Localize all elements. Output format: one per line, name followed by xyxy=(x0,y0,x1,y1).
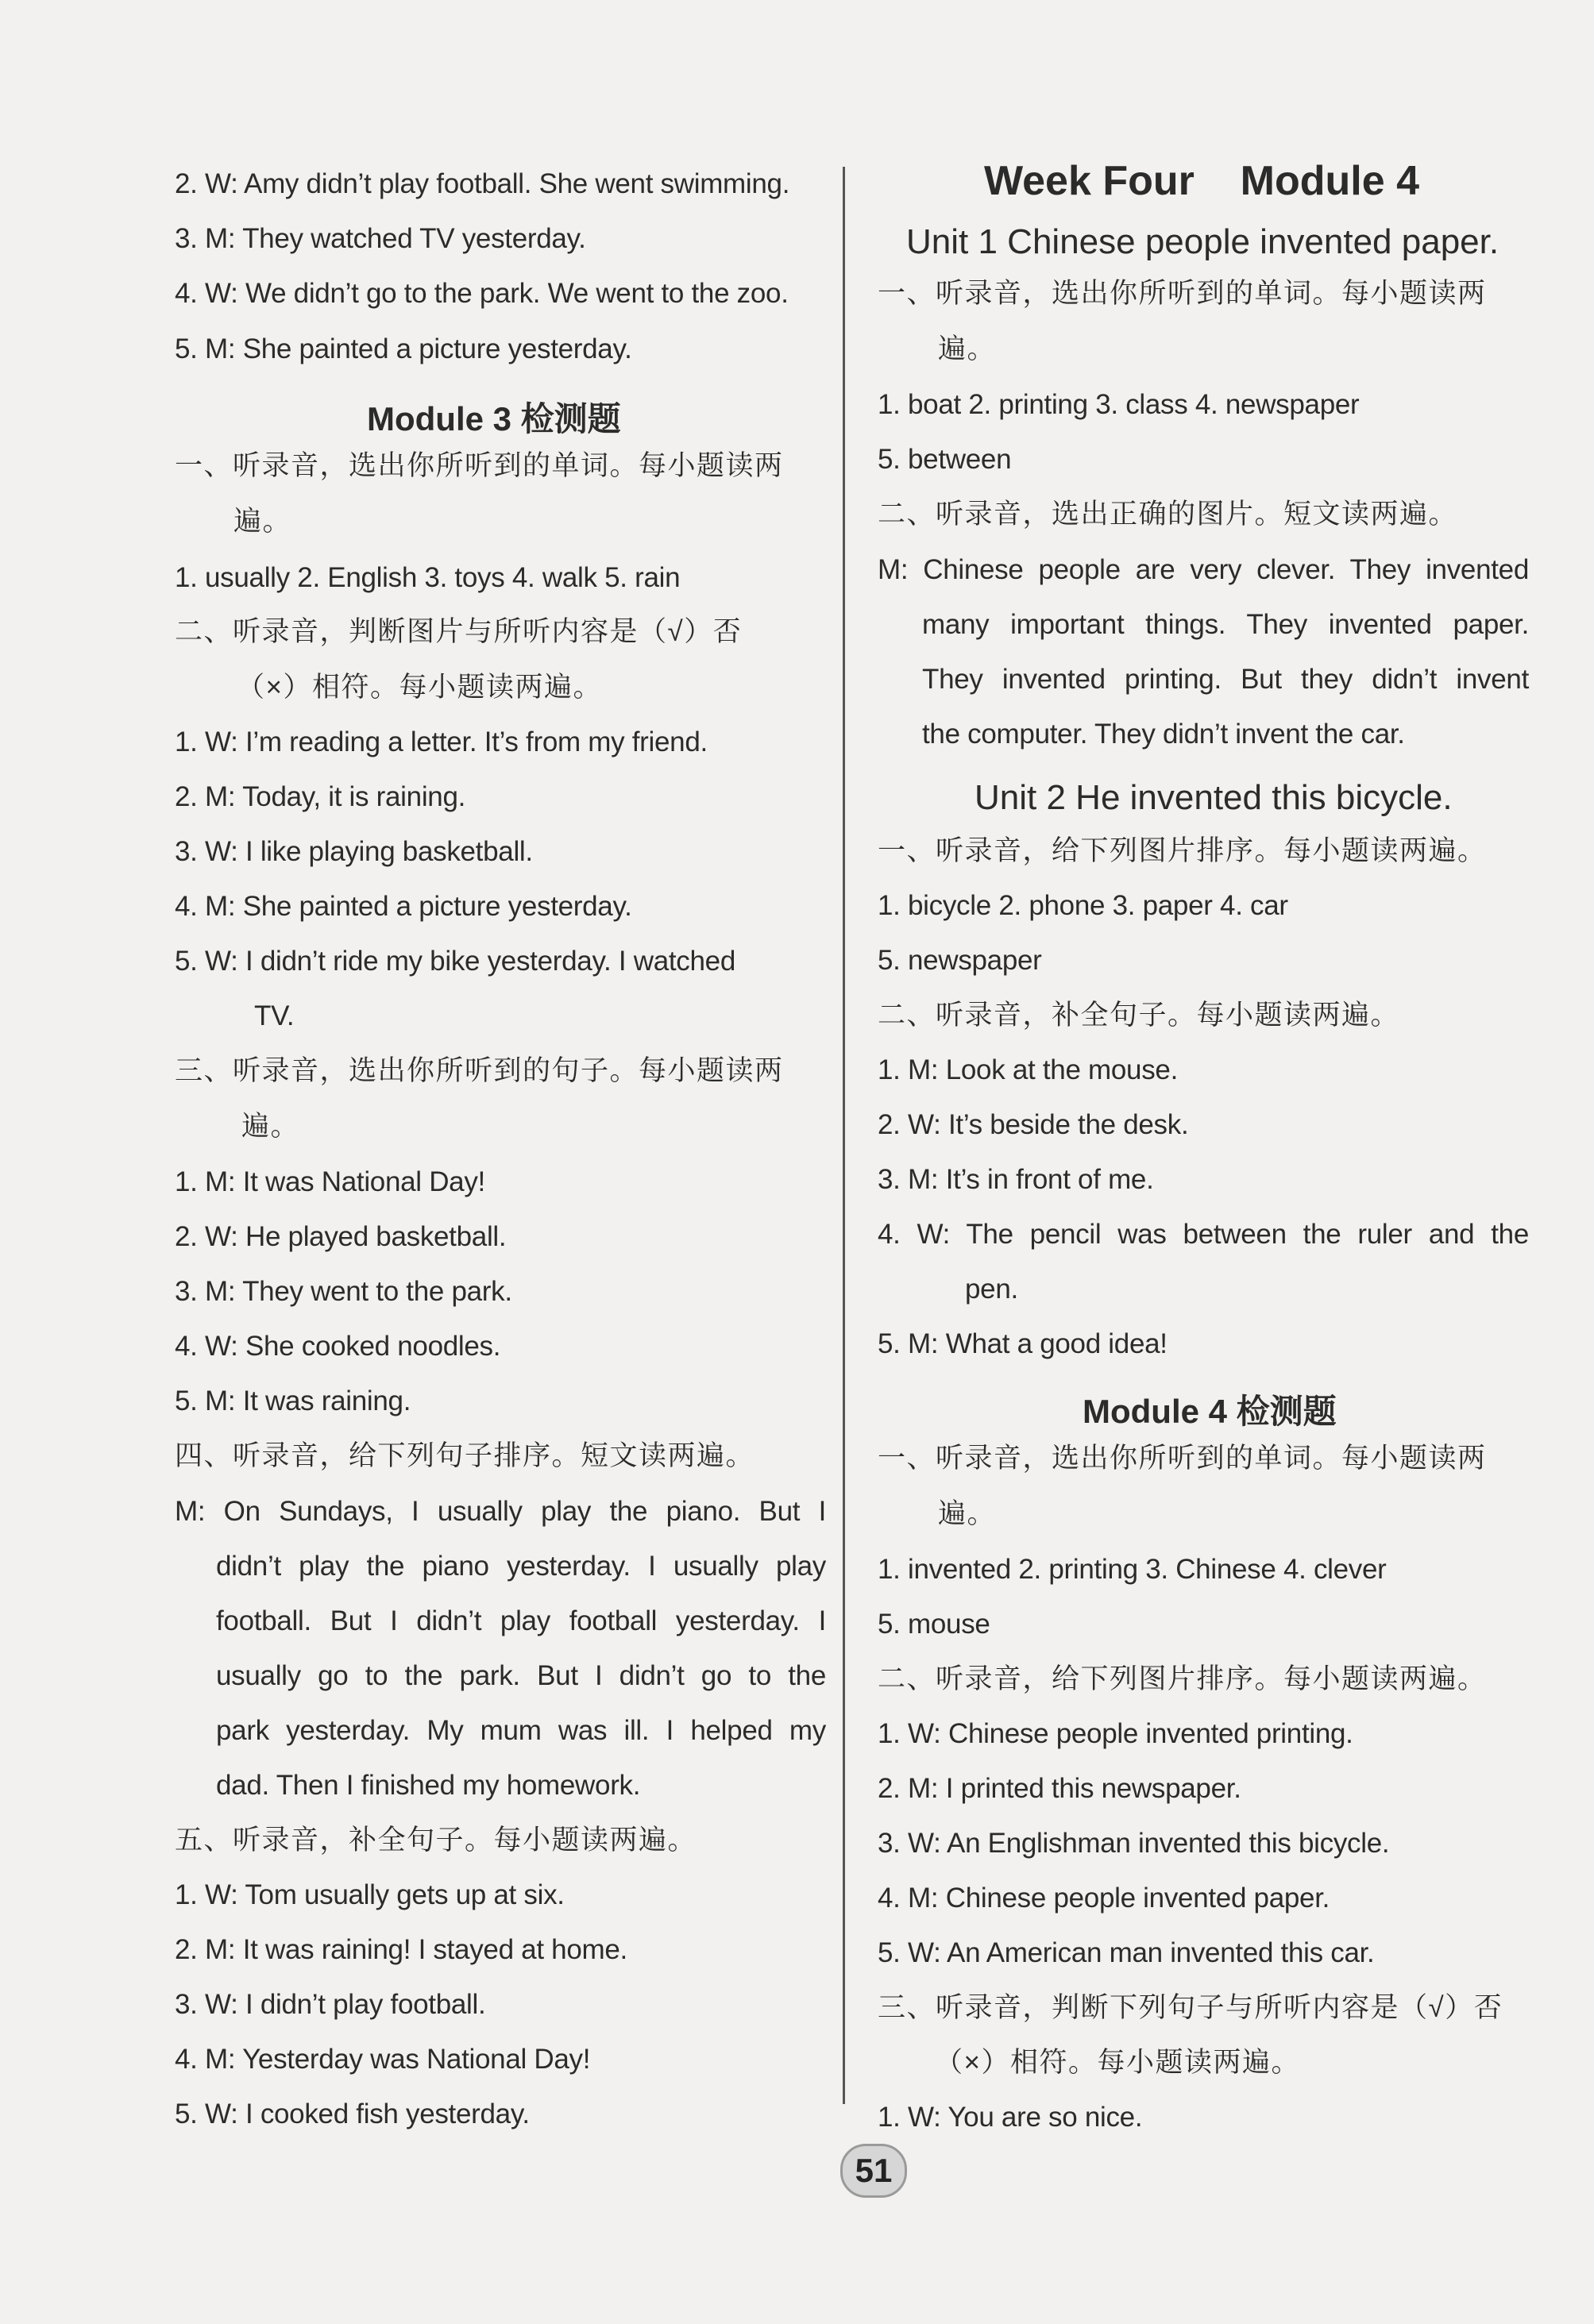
line: 3. M: It’s in front of me. xyxy=(878,1164,1154,1195)
line: 3. M: They watched TV yesterday. xyxy=(175,223,586,254)
line: 5. W: I didn’t ride my bike yesterday. I watched xyxy=(175,946,736,977)
line: dad. Then I finished my homework. xyxy=(216,1770,641,1801)
line: （×）相符。每小题读两遍。 xyxy=(935,2047,1300,2078)
line: pen. xyxy=(965,1274,1018,1305)
line: 3. W: An Englishman invented this bicycle. xyxy=(878,1828,1390,1859)
line: 遍。 xyxy=(234,506,292,537)
line: 1. W: I’m reading a letter. It’s from my friend. xyxy=(175,726,708,757)
line: 3. W: I didn’t play football. xyxy=(175,1989,486,2020)
section-heading: Module 4 检测题 xyxy=(1083,1393,1337,1430)
line: 2. W: It’s beside the desk. xyxy=(878,1109,1189,1140)
section-heading: Module 3 检测题 xyxy=(367,400,621,437)
line: 一、听录音，给下列图片排序。每小题读两遍。 xyxy=(878,835,1487,866)
line: 5. newspaper xyxy=(878,945,1042,976)
line: 4. W: We didn’t go to the park. We went to the zoo. xyxy=(175,278,789,309)
line: didn’t play the piano yesterday. I usually play xyxy=(216,1551,826,1582)
line: 2. M: I printed this newspaper. xyxy=(878,1773,1241,1804)
unit-heading: Unit 1 Chinese people invented paper. xyxy=(906,222,1499,261)
line: 一、听录音，选出你所听到的单词。每小题读两 xyxy=(878,278,1487,309)
line: 2. W: He played basketball. xyxy=(175,1221,507,1252)
line: 三、听录音，选出你所听到的句子。每小题读两 xyxy=(175,1055,784,1086)
line: football. But I didn’t play football yesterday. I xyxy=(216,1605,826,1636)
line: 五、听录音，补全句子。每小题读两遍。 xyxy=(175,1825,697,1856)
line: 三、听录音，判断下列句子与所听内容是（√）否 xyxy=(878,1992,1503,2023)
line: park yesterday. My mum was ill. I helped my xyxy=(216,1715,826,1746)
line: 二、听录音，补全句子。每小题读两遍。 xyxy=(878,1000,1400,1031)
line: 二、听录音，判断图片与所听内容是（√）否 xyxy=(175,616,743,647)
unit-heading: Unit 2 He invented this bicycle. xyxy=(975,778,1453,817)
week-heading: Week Four Module 4 xyxy=(984,158,1420,204)
line: 4. M: Yesterday was National Day! xyxy=(175,2044,591,2075)
line: 1. W: You are so nice. xyxy=(878,2102,1143,2133)
line: the computer. They didn’t invent the car. xyxy=(922,719,1405,750)
line: 1. W: Tom usually gets up at six. xyxy=(175,1879,565,1910)
line: 5. between xyxy=(878,444,1012,475)
line: M: On Sundays, I usually play the piano. But I xyxy=(175,1496,826,1527)
line: 二、听录音，选出正确的图片。短文读两遍。 xyxy=(878,499,1458,530)
line: 2. M: Today, it is raining. xyxy=(175,781,466,812)
line: 2. M: It was raining! I stayed at home. xyxy=(175,1934,627,1965)
line: 4. W: The pencil was between the ruler and the xyxy=(878,1219,1529,1250)
line: 3. W: I like playing basketball. xyxy=(175,836,533,867)
line: They invented printing. But they didn’t invent xyxy=(922,664,1529,695)
line: 2. W: Amy didn’t play football. She went swimming. xyxy=(175,168,790,199)
line: 4. M: She painted a picture yesterday. xyxy=(175,891,632,922)
line: 一、听录音，选出你所听到的单词。每小题读两 xyxy=(175,450,784,481)
line: usually go to the park. But I didn’t go to the xyxy=(216,1660,826,1691)
page-number: 51 xyxy=(840,2144,907,2198)
line: 1. M: Look at the mouse. xyxy=(878,1054,1179,1085)
line: 3. M: They went to the park. xyxy=(175,1276,512,1307)
line: 四、听录音，给下列句子排序。短文读两遍。 xyxy=(175,1440,755,1471)
line: 1. usually 2. English 3. toys 4. walk 5. rain xyxy=(175,562,681,593)
line: 一、听录音，选出你所听到的单词。每小题读两 xyxy=(878,1443,1487,1474)
line: 1. M: It was National Day! xyxy=(175,1166,485,1197)
column-divider xyxy=(843,167,845,2104)
line: 二、听录音，给下列图片排序。每小题读两遍。 xyxy=(878,1663,1487,1694)
line: 遍。 xyxy=(938,1498,997,1529)
line: 5. W: An American man invented this car. xyxy=(878,1937,1375,1968)
line: 遍。 xyxy=(241,1111,300,1142)
line: many important things. They invented paper. xyxy=(922,609,1529,640)
line: （×）相符。每小题读两遍。 xyxy=(237,672,602,703)
line: 4. W: She cooked noodles. xyxy=(175,1331,501,1362)
line: 5. W: I cooked fish yesterday. xyxy=(175,2099,530,2129)
line: 5. M: What a good idea! xyxy=(878,1328,1168,1359)
line: TV. xyxy=(254,1000,295,1031)
line: 1. W: Chinese people invented printing. xyxy=(878,1718,1353,1749)
line: 4. M: Chinese people invented paper. xyxy=(878,1883,1330,1914)
line: 遍。 xyxy=(938,333,997,364)
line: 5. M: She painted a picture yesterday. xyxy=(175,333,632,364)
line: 5. M: It was raining. xyxy=(175,1386,411,1416)
line: M: Chinese people are very clever. They invented xyxy=(878,554,1529,585)
line: 1. boat 2. printing 3. class 4. newspaper xyxy=(878,389,1360,420)
line: 1. invented 2. printing 3. Chinese 4. clever xyxy=(878,1554,1387,1585)
line: 1. bicycle 2. phone 3. paper 4. car xyxy=(878,890,1288,921)
line: 5. mouse xyxy=(878,1609,990,1640)
